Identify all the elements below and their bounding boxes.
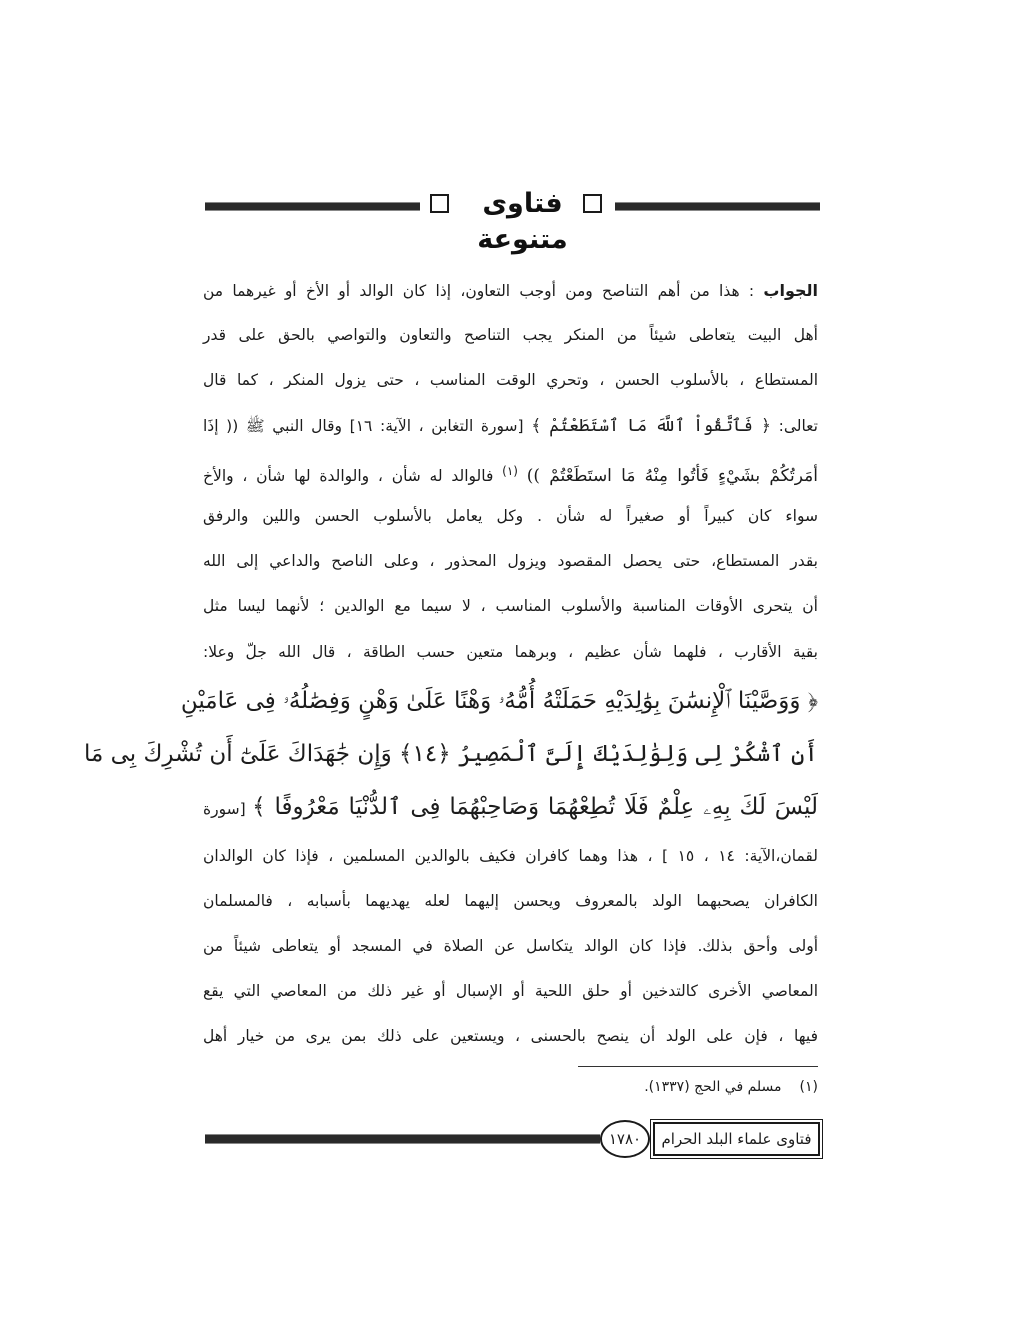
footnote bbox=[644, 1076, 818, 1098]
header-rule-right bbox=[615, 202, 820, 211]
text-line: أهل البيت يتعاطى شيئاً من المنكر يجب التناصح والتعاون والتواصي بالحق على قدر bbox=[203, 326, 818, 345]
page-header bbox=[205, 186, 820, 255]
quran-verse-line: أَنِ ٱشْكُرْ لِى وَلِوَٰلِدَيْكَ إِلَىَّ ٱلْمَصِيرُ ﴿١٤﴾ وَإِن جَٰهَدَاكَ عَلَىٰٓ أَن تُشْرِكَ بِى مَا bbox=[83, 740, 818, 767]
quran-verse-line: ﴿ وَوَصَّيْنَا ٱلْإِنسَٰنَ بِوَٰلِدَيْهِ حَمَلَتْهُ أُمُّهُۥ وَهْنًا عَلَىٰ وَهْنٍ وَفِصَٰلُهُۥ فِى عَامَيْنِ bbox=[180, 687, 818, 714]
header-rule-left bbox=[205, 202, 420, 211]
header-square-left-icon bbox=[430, 194, 449, 213]
footnote-number: (١) bbox=[799, 1079, 818, 1095]
hadith-text: أمَرتُكُمْ بشَيْءٍ فَأتُوا مِنْهُ مَا استَطَعْتُمْ )) bbox=[526, 465, 818, 486]
text-line: الجواب : هذا من أهم التناصح ومن أوجب التعاون، إذا كان الوالد أو الأخ أو غيرهما من bbox=[203, 281, 818, 300]
text-line: سواء كان كبيراً أو صغيراً له شأن . وكل يعامل بالأسلوب الحسن واللين والرفق bbox=[203, 506, 818, 525]
text-line: لقمان،الآية: ١٤ ، ١٥ ] ، هذا وهما كافران فكيف بالوالدين المسلمين ، فإذا كان الوالدان bbox=[203, 846, 818, 865]
page-number: ١٧٨٠ bbox=[600, 1120, 650, 1158]
footnote-divider bbox=[578, 1066, 818, 1067]
footnote-text: مسلم في الحج (١٣٣٧). bbox=[644, 1079, 782, 1095]
text-line: تعالى: ﴿ فَٱتَّقُواْ ٱللَّهَ مَا ٱسْتَطَعْتُمْ ﴾ [سورة التغابن ، الآية: ١٦] وقال النبي ﷺ (( إذَا bbox=[203, 415, 818, 436]
text-line: الكافران يصحبهما الولد بالمعروف ويحسن إليهما لعله يهديهما بأسبابه ، فالمسلمان bbox=[203, 891, 818, 910]
text-line: بقدر المستطاع، حتى يحصل المقصود ويزول المحذور ، وعلى الناصح والداعي إلى الله bbox=[203, 552, 818, 571]
text-line: فيها ، فإن على الولد أن ينصح بالحسنى ، ويستعين على ذلك بمن يرى من خيار أهل bbox=[203, 1027, 818, 1046]
quran-verse-line: لَيْسَ لَكَ بِهِۦ عِلْمٌ فَلَا تُطِعْهُمَا وَصَاحِبْهُمَا فِى ٱلدُّنْيَا مَعْرُوفًا ﴾ [سورة bbox=[203, 793, 819, 820]
footer-rule bbox=[205, 1134, 600, 1144]
text-line: المستطاع ، بالأسلوب الحسن ، وتحري الوقت المناسب ، حتى يزول المنكر ، كما قال bbox=[203, 371, 818, 390]
book-title: فتاوى علماء البلد الحرام bbox=[653, 1122, 820, 1156]
text-line: أن يتحرى الأوقات المناسبة والأسلوب المناسب ، لا سيما مع الوالدين ؛ لأنهما ليسا مثل bbox=[203, 597, 818, 616]
answer-label: الجواب bbox=[763, 281, 818, 300]
page-footer bbox=[205, 1118, 820, 1160]
footnote-marker: (١) bbox=[502, 463, 518, 478]
text-line: أمَرتُكُمْ بشَيْءٍ فَأتُوا مِنْهُ مَا استَطَعْتُمْ )) $^{(١)}$ فالوالد له شأن ، والوالدة لها شأن ، والأخ bbox=[203, 463, 818, 486]
text-line: المعاصي الأخرى كالتدخين أو حلق اللحية أو الإسبال أو غير ذلك من المعاصي التي يقع bbox=[203, 982, 818, 1001]
text-line: بقية الأقارب ، فلهما شأن عظيم ، وبرهما متعين حسب الطاقة ، قال الله جلّ وعلا: bbox=[203, 642, 818, 661]
text-line: أولى وأحق بذلك. فإذا كان الوالد يتكاسل عن الصلاة في المسجد أو يتعاطى شيئاً من bbox=[203, 937, 818, 956]
quran-verse: ﴿ فَٱتَّقُواْ ٱللَّهَ مَا ٱسْتَطَعْتُمْ ﴾ bbox=[531, 415, 771, 436]
body-text bbox=[83, 268, 819, 1060]
section-title: فتاوى متنوعة bbox=[477, 188, 568, 255]
